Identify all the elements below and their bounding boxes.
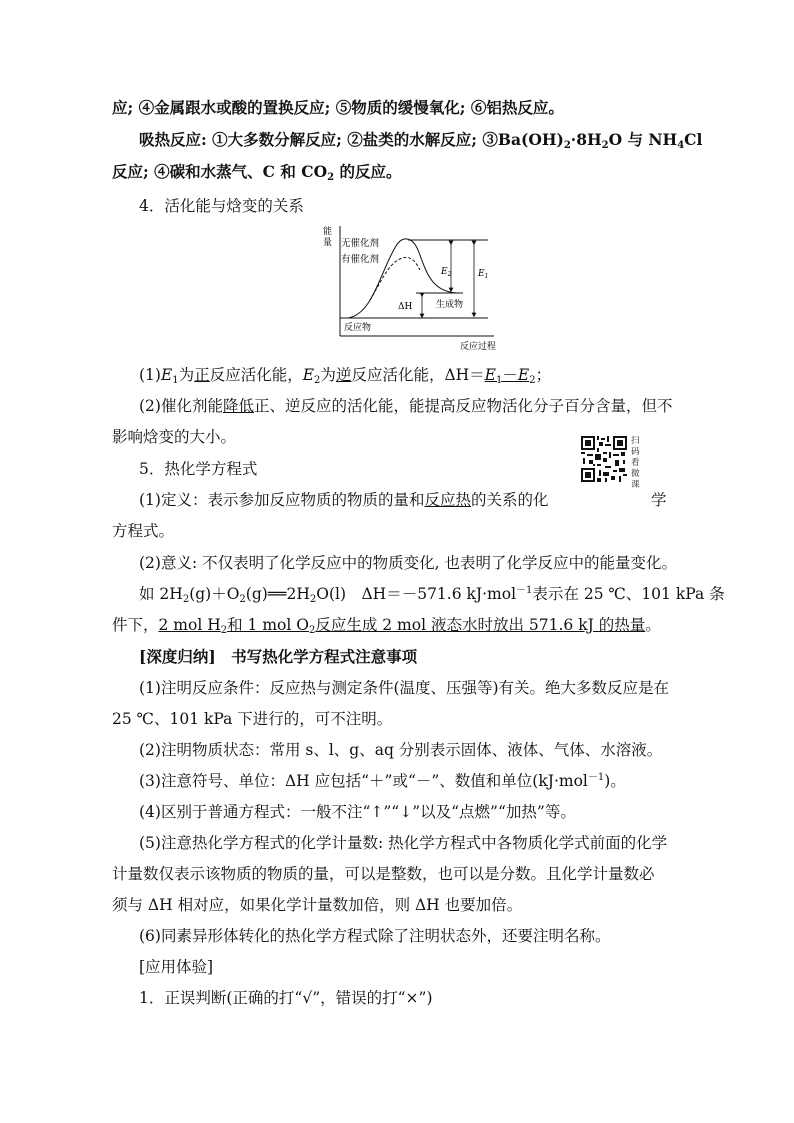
text-example-meaning: 件下，2 mol $H_2$和 1 mol $O_2$反应生成 2 mol 液态水时放出 571.6 kJ 的热量。 — [112, 616, 661, 636]
text-line-endothermic: 吸热反应: ①大多数分解反应; ②盐类的水解反应; $③Ba(OH)_2\cdot 8H_2O$ 与 $NH_4Cl$ — [139, 130, 703, 151]
reactant-label: 反应物 — [344, 323, 372, 333]
text-definition-tail: 学 — [651, 491, 667, 509]
note-1: (1)注明反应条件：反应热与测定条件(温度、压强等)有关。绝大多数反应是在 — [139, 679, 670, 697]
section-heading-5: 5．热化学方程式 — [139, 460, 258, 478]
note-6: (6)同素异形体转化的热化学方程式除了注明状态外，还要注明名称。 — [139, 927, 611, 945]
y-axis-label-2: 量 — [323, 238, 333, 248]
question-1: 1．正误判断(正确的打“√”，错误的打“×”) — [139, 989, 433, 1007]
activation-energy-diagram — [318, 222, 502, 352]
e1-label: $E_1$ — [478, 269, 489, 280]
text-definition: (1)定义：表示参加反应物质的物质的量和反应热的关系的化 — [139, 491, 549, 509]
catalyzed-label: 有催化剂 — [341, 254, 380, 265]
note-2: (2)注明物质状态：常用 s、l、g、aq 分别表示固体、液体、气体、水溶液。 — [139, 741, 663, 759]
text-meaning: (2)意义: 不仅表明了化学反应中的物质变化, 也表明了化学反应中的能量变化。 — [139, 554, 677, 572]
text-example-equation: 如 $2H_2(g)+O_2(g)══2H_2O(l)$ ΔH＝－571.6 kJ·mol$^{-1}$表示在 25 ℃、101 kPa 条 — [139, 585, 725, 605]
note-5-cont: 计量数仅表示该物质的物质的量，可以是整数，也可以是分数。且化学计量数必 — [112, 865, 655, 883]
qr-caption: 扫码看微课 — [631, 436, 640, 490]
qr-code-icon[interactable] — [581, 436, 627, 482]
note-3: (3)注意符号、单位：ΔH 应包括“＋”或“－”、数值和单位(kJ·mol$^{-1}$)。 — [139, 772, 626, 790]
y-axis-label-1: 能 — [323, 227, 333, 237]
text-definition-cont: 方程式。 — [112, 522, 175, 540]
text-catalyst: (2)催化剂能降低正、逆反应的活化能，能提高反应物活化分子百分含量，但不 — [139, 397, 673, 415]
deep-summary-heading: [深度归纳] 书写热化学方程式注意事项 — [139, 647, 418, 666]
text-catalyst-cont: 影响焓变的大小。 — [112, 428, 237, 446]
note-4: (4)区别于普通方程式：一般不注“↑”“↓”以及“点燃”“加热”等。 — [139, 803, 576, 821]
x-axis-label: 反应过程 — [460, 342, 497, 352]
text-line-exothermic-cont: 应; ④金属跟水或酸的置换反应; ⑤物质的缓慢氧化; ⑥铝热反应。 — [112, 98, 564, 117]
uncatalyzed-label: 无催化剂 — [341, 238, 380, 249]
text-e1-e2: $(1)E_1$为正反应活化能，$E_2$为逆反应活化能，$\Delta H=E_1-E_2$； — [139, 366, 552, 386]
dh-label: ΔH — [398, 302, 413, 312]
e2-label: $E_2$ — [441, 267, 452, 278]
text-line-endothermic-cont: 反应; ④碳和水蒸气、C 和 $CO_2$ 的反应。 — [112, 162, 402, 183]
apply-heading: [应用体验] — [139, 958, 214, 976]
note-5-cont-2: 须与 ΔH 相对应，如果化学计量数加倍，则 ΔH 也要加倍。 — [112, 896, 523, 914]
note-5: (5)注意热化学方程式的化学计量数: 热化学方程式中各物质化学式前面的化学 — [139, 834, 668, 852]
product-label: 生成物 — [436, 300, 464, 310]
note-1-cont: 25 ℃、101 kPa 下进行的，可不注明。 — [112, 710, 393, 728]
section-heading-4: 4．活化能与焓变的关系 — [139, 197, 304, 215]
